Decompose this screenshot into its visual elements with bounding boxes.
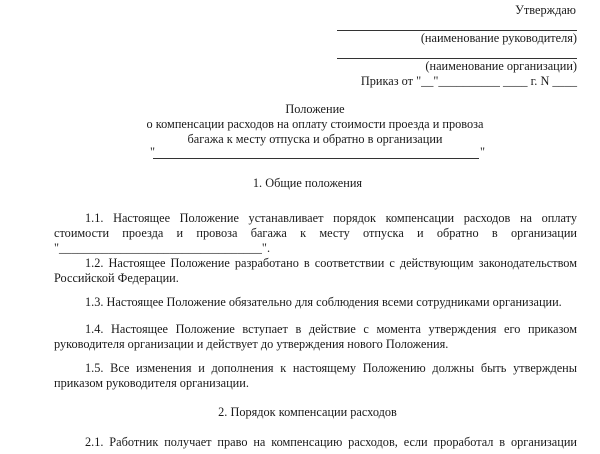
paragraph-1-5	[54, 361, 577, 391]
paragraph-line: Российской Федерации.	[54, 271, 179, 285]
paragraph-line: 2.1. Работник получает право на компенсацию расходов, если проработал в организации	[85, 435, 577, 449]
paragraph-line: 1.2. Настоящее Положение разработано в соответствии с действующим законодательством	[85, 256, 577, 270]
org-quote-close: "	[480, 145, 486, 159]
paragraph-2-1	[54, 435, 577, 450]
document-subtitle-line-1: о компенсации расходов на оплату стоимости проезда и провоза	[146, 117, 484, 131]
paragraph-1-1	[54, 211, 577, 256]
paragraph-1-2	[54, 256, 577, 286]
paragraph-line: 1.5. Все изменения и дополнения к настоящему Положению должны быть утверждены	[85, 361, 577, 375]
org-name-blank-title	[153, 158, 479, 159]
document-title: Положение	[285, 102, 345, 116]
document-subtitle-line-2: багажа к месту отпуска и обратно в организации	[187, 132, 443, 146]
paragraph-line: 1.1. Настоящее Положение устанавливает порядок компенсации расходов на оплату	[85, 211, 577, 225]
paragraph-line: 1.3. Настоящее Положение обязательно для соблюдения всеми сотрудниками организации.	[85, 295, 562, 309]
paragraph-line: 1.4. Настоящее Положение вступает в действие с момента утверждения его приказом	[85, 322, 577, 336]
org-name-caption: (наименование организации)	[425, 59, 577, 73]
org-quote-open: "	[150, 145, 156, 159]
paragraph-line: приказом руководителя организации.	[54, 376, 249, 390]
approve-label: Утверждаю	[515, 3, 576, 17]
section-heading: 2. Порядок компенсации расходов	[218, 405, 397, 419]
paragraph-line: стоимости проезда и провоза багажа к месту отпуска и обратно в организации	[54, 226, 577, 240]
paragraph-1-3	[54, 295, 577, 310]
paragraph-line: "_________________________________".	[54, 241, 271, 255]
paragraph-1-4	[54, 322, 577, 352]
paragraph-line: руководителя организации и действует до утверждения нового Положения.	[54, 337, 449, 351]
head-name-caption: (наименование руководителя)	[420, 31, 577, 45]
section-heading: 1. Общие положения	[252, 176, 363, 190]
order-line: Приказ от "__"__________ ____ г. N ____	[360, 74, 577, 88]
